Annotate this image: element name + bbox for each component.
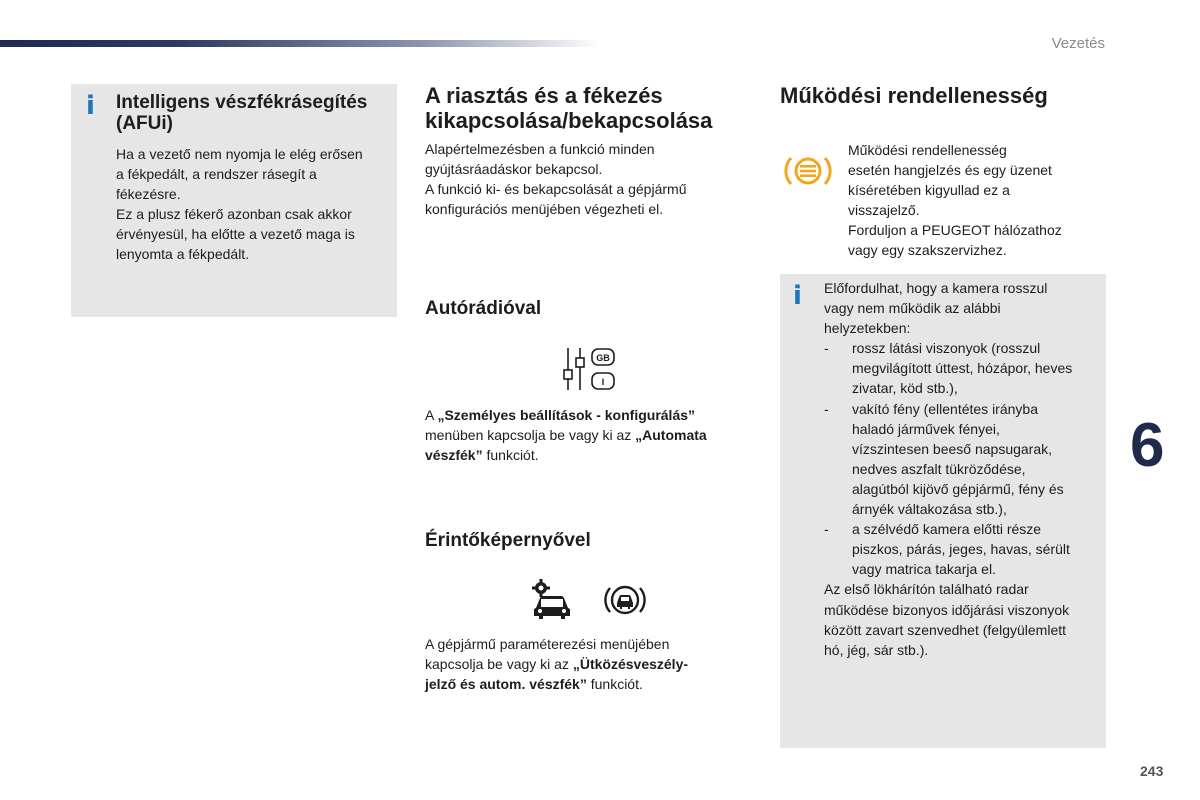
chapter-number: 6 bbox=[1130, 411, 1165, 480]
header-gradient-bar bbox=[0, 40, 600, 47]
car-settings-icon bbox=[530, 578, 574, 622]
info-icon: i bbox=[86, 91, 95, 121]
badge-gb-text: GB bbox=[596, 353, 610, 363]
section-label: Vezetés bbox=[1051, 35, 1105, 52]
afu-text: Ha a vezető nem nyomja le elég erősen a fékpedált, a rendszer rásegít a fékezésre. Ez a plusz fékerő azonban csak akkor érvényesül, ha előtte a vezető maga is lenyomta a fékpedált. bbox=[116, 146, 363, 262]
badge-i-text: I bbox=[601, 377, 605, 387]
info-icon: i bbox=[793, 281, 802, 311]
settings-sliders-icon bbox=[560, 346, 620, 392]
afu-title: Intelligens vészfékrásegítés (AFUi) bbox=[116, 92, 368, 134]
touchscreen-subtitle: Érintőképernyővel bbox=[425, 530, 591, 551]
page-number: 243 bbox=[1140, 763, 1164, 779]
malfunction-text: Működési rendellenesség esetén hangjelzés és egy üzenet kíséretében kigyullad ez a visszajelző. Forduljon a PEUGEOT hálózathoz vagy egy szakszervizhez. bbox=[848, 142, 1062, 258]
toggle-section-text: Alapértelmezésben a funkció minden gyújtásráadáskor bekapcsol. A funkció ki- és bekapcsolását a gépjármű konfigurációs menüjében végezheti el. bbox=[425, 141, 687, 217]
radio-instructions: A „Személyes beállítások - konfigurálás” menüben kapcsolja be vagy ki az „Automata vészfék” funkciót. bbox=[425, 407, 707, 463]
toggle-section-title: A riasztás és a fékezés kikapcsolása/bekapcsolása bbox=[425, 83, 713, 133]
touchscreen-instructions: A gépjármű paraméterezési menüjében kapcsolja be vagy ki az „Ütközésveszély- jelző és autom. vészfék” funkciót. bbox=[425, 636, 689, 692]
brake-warning-icon bbox=[784, 149, 832, 193]
radio-subtitle: Autórádióval bbox=[425, 298, 542, 319]
malfunction-title: Működési rendellenesség bbox=[780, 83, 1048, 108]
collision-brake-icon bbox=[602, 578, 648, 622]
camera-conditions-list: Előfordulhat, hogy a kamera rosszul vagy nem működik az alábbi helyzetekben: - rossz látási viszonyok (rosszul megvilágított úttest, hózápor, heves zivatar, köd stb.), - vakító fény (ellentétes irányba haladó járművek fényei, vízszintesen beeső napsugarak, nedves aszfalt tükröződése, alagútból kijövő gépjármű, fény és árnyék váltakozása stb.), - a szélvédő kamera előtti része piszkos, párás, jeges, havas, sérült vagy matrica takarja el. Az első lökhárítón található radar működése bizonyos időjárási viszonyok között zavart szenvedhet (felgyülemlett hó, jég, sár stb.). bbox=[824, 280, 1073, 658]
